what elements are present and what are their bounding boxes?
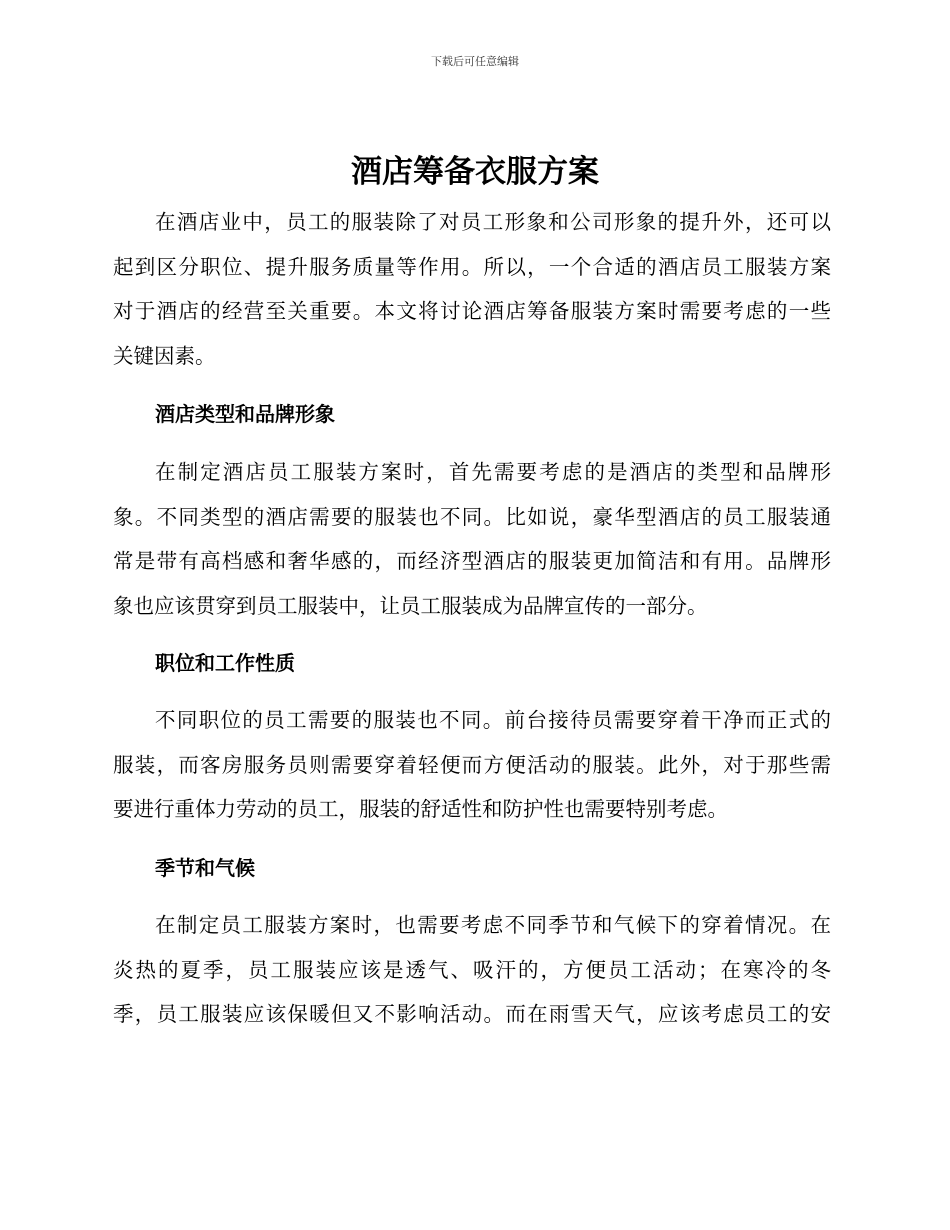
page-title: 酒店筹备衣服方案 (351, 154, 599, 190)
section-paragraph-hotel-type (113, 450, 831, 628)
section-heading-hotel-type: 酒店类型和品牌形象 (155, 402, 335, 426)
intro-line-4: 关键因素。 (113, 343, 216, 368)
section-1-line-3: 常是带有高档感和奢华感的，而经济型酒店的服装更加简洁和有用。品牌形 (113, 549, 831, 573)
header-note: 下载后可任意编辑 (431, 55, 519, 68)
section-1-line-4: 象也应该贯穿到员工服装中，让员工服装成为品牌宣传的一部分。 (113, 593, 708, 618)
intro-line-2: 起到区分职位、提升服务质量等作用。所以，一个合适的酒店员工服装方案 (113, 254, 831, 279)
section-heading-position: 职位和工作性质 (155, 651, 295, 675)
section-3-line-3: 季，员工服装应该保暖但又不影响活动。而在雨雪天气，应该考虑员工的安 (113, 1002, 831, 1026)
section-2-line-3: 要进行重体力劳动的员工，服装的舒适性和防护性也需要特别考虑。 (113, 797, 728, 821)
intro-line-3: 对于酒店的经营至关重要。本文将讨论酒店筹备服装方案时需要考虑的一些 (113, 299, 831, 323)
section-paragraph-position (113, 698, 831, 832)
section-3-line-1: 在制定员工服装方案时，也需要考虑不同季节和气候下的穿着情况。在 (155, 913, 831, 937)
section-3-line-2: 炎热的夏季，员工服装应该是透气、吸汗的，方便员工活动；在寒冷的冬 (113, 957, 831, 982)
section-2-line-1: 不同职位的员工需要的服装也不同。前台接待员需要穿着干净而正式的 (155, 708, 831, 732)
section-1-line-2: 象。不同类型的酒店需要的服装也不同。比如说，豪华型酒店的员工服装通 (113, 504, 831, 529)
section-2-line-2: 服装，而客房服务员则需要穿着轻便而方便活动的服装。此外，对于那些需 (113, 752, 831, 777)
section-paragraph-season (113, 903, 831, 1037)
section-1-line-1: 在制定酒店员工服装方案时，首先需要考虑的是酒店的类型和品牌形 (155, 460, 831, 484)
section-heading-season: 季节和气候 (155, 856, 255, 880)
intro-paragraph (113, 200, 831, 378)
intro-line-1: 在酒店业中，员工的服装除了对员工形象和公司形象的提升外，还可以 (155, 210, 831, 234)
